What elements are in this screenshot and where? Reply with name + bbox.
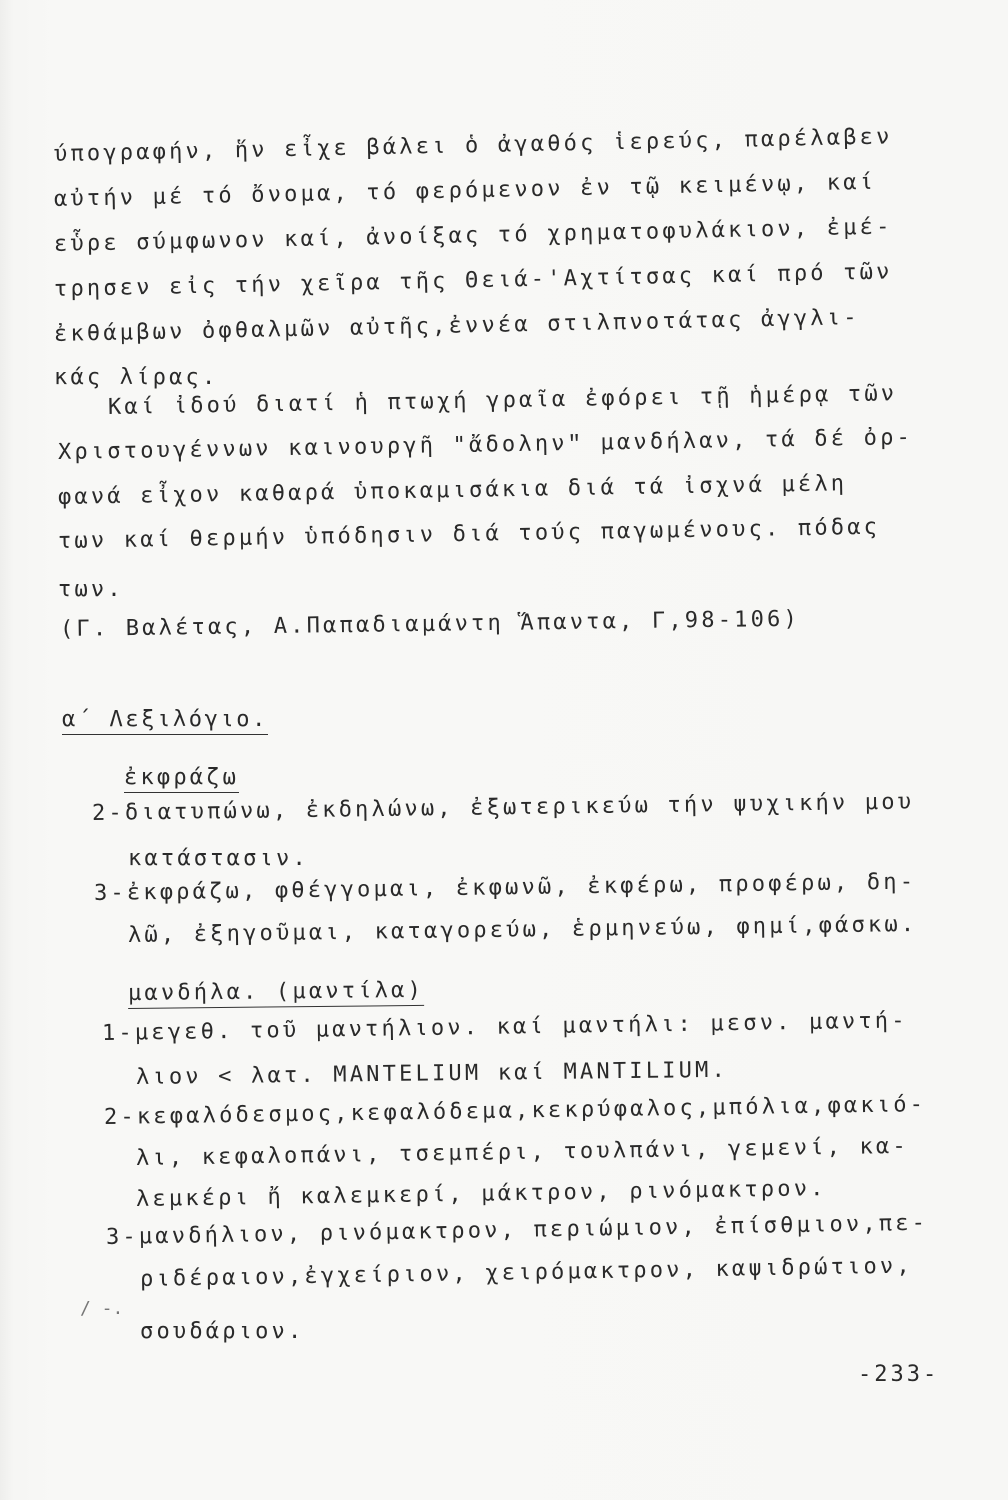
text-line: Χριστουγέννων καινουργῆ "ἄδοληνʺ μανδήλαν, τά δέ ὀρ- — [57, 425, 914, 465]
definition-line: λι, κεφαλοπάνι, τσεμπέρι, τουλπάνι, γεμενί, κα- — [135, 1133, 910, 1171]
text-line: εὗρε σύμφωνον καί, ἀνοίξας τό χρηματοφυλάκιον, ἐμέ- — [53, 214, 893, 257]
text-line: ύπογραφήν, ἥν εἶχε βάλει ὁ ἀγαθός ἱερεύς, παρέλαβεν — [53, 124, 893, 167]
text-line: των. — [58, 577, 124, 602]
definition-line: σουδάριον. — [140, 1319, 305, 1344]
definition-line: λῶ, ἐξηγοῦμαι, καταγορεύω, ἑρμηνεύω, φημί,φάσκω. — [127, 911, 918, 948]
definition-line: 3-ἐκφράζω, φθέγγομαι, ἐκφωνῶ, ἐκφέρω, προφέρω, δη- — [93, 869, 917, 906]
entry-headword-wrap — [128, 977, 424, 1008]
text-line: των καί θερμήν ὑπόδησιν διά τούς παγωμένους. πόδας — [57, 514, 881, 554]
section-heading-wrap — [62, 706, 268, 734]
margin-mark: / -. — [80, 1298, 124, 1319]
text-line: τρησεν εἰς τήν χεῖρα τῆς Θειά-'Αχτίτσας καί πρό τῶν — [53, 259, 893, 302]
text-line: κάς λίρας. — [54, 365, 219, 390]
definition-line: 2-κεφαλόδεσμος,κεφαλόδεμα,κεκρύφαλος,μπόλια,φακιό- — [103, 1092, 927, 1130]
entry-headword: ἐκφράζω — [124, 765, 239, 793]
definition-line: λιον < λατ. MANTELIUM καί MANTILIUM. — [135, 1057, 729, 1090]
text-line: Καί ἰδού διατί ἡ πτωχή γραῖα ἐφόρει τῇ ἡμέρᾳ τῶν — [107, 381, 898, 420]
definition-line: 2-διατυπώνω, ἐκδηλώνω, ἐξωτερικεύω τήν ψυχικήν μου — [91, 789, 915, 826]
definition-line: 1-μεγεθ. τοῦ μαντήλιον. καί μαντήλι: μεσν. μαντή- — [101, 1008, 908, 1046]
text-line: φανά εἶχον καθαρά ὑποκαμισάκια διά τά ἰσχνά μέλη — [57, 471, 848, 510]
definition-line: ριδέραιον,ἐγχείριον, χειρόμακτρον, καψιδρώτιον, — [139, 1253, 914, 1292]
definition-line: κατάστασιν. — [128, 846, 309, 871]
text-line: αὐτήν μέ τό ὄνομα, τό φερόμενον ἐν τῷ κειμένῳ, καί — [53, 169, 877, 212]
page-number: -233- — [858, 1362, 940, 1387]
definition-line: λεμκέρι ἤ καλεμκερί, μάκτρον, ρινόμακτρον. — [135, 1176, 827, 1212]
source-citation: (Γ. Βαλέτας, Α.Παπαδιαμάντη Ἅπαντα, Γ,98-106) — [59, 606, 801, 642]
text-line: ἐκθάμβων ὀφθαλμῶν αὐτῆς,ἐννέα στιλπνοτάτας ἀγγλι- — [53, 305, 860, 347]
entry-headword: μανδήλα. (μαντίλα) — [128, 978, 424, 1009]
section-heading: α΄ Λεξιλόγιο. — [62, 707, 268, 735]
entry-headword-wrap — [124, 764, 239, 792]
definition-line: 3-μανδήλιον, ρινόμακτρον, περιώμιον, ἐπίσθμιον,πε- — [105, 1210, 929, 1250]
